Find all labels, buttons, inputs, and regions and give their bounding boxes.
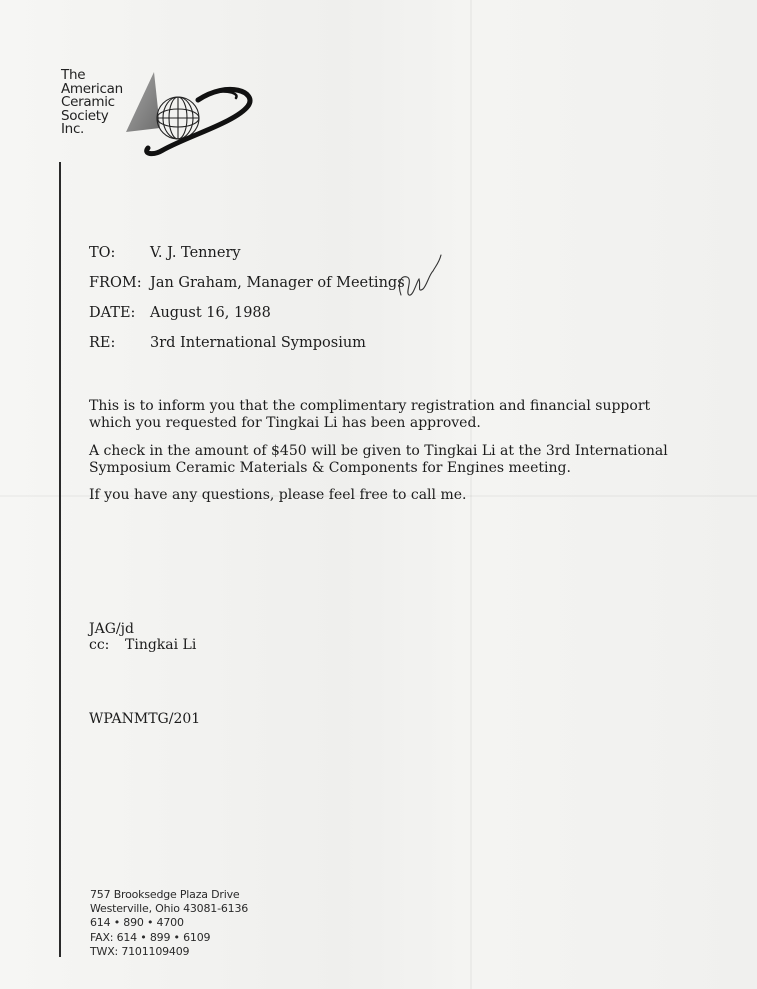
cc-label: cc:	[89, 637, 110, 653]
to-label: TO:	[89, 245, 116, 261]
re-label: RE:	[89, 335, 116, 351]
address-line: 757 Brooksedge Plaza Drive	[90, 888, 240, 901]
memo-from-line	[89, 275, 405, 291]
address-line: TWX: 7101109409	[90, 944, 190, 958]
initials-signature-icon	[395, 245, 445, 305]
date-value: August 16, 1988	[150, 305, 271, 321]
document-reference: WPANMTG/201	[89, 711, 201, 727]
typist-initials: JAG/jd	[89, 621, 134, 637]
address-line: 614 • 890 • 4700	[90, 916, 184, 930]
body-paragraph-3: If you have any questions, please feel free to call me.	[89, 487, 467, 503]
body-paragraph-1: This is to inform you that the complimentary registration and financial support which you requested for Tingkai Li has been approved.	[89, 398, 651, 431]
memo-to-line	[89, 245, 241, 261]
address-line: Westerville, Ohio 43081-6136	[90, 902, 249, 916]
from-label: FROM:	[89, 275, 142, 291]
org-name-line: Society	[61, 107, 109, 124]
org-name-line: Ceramic	[61, 94, 115, 110]
address-line: FAX: 614 • 899 • 6109	[90, 930, 211, 944]
memo-date-line	[89, 305, 271, 321]
left-margin-rule	[59, 162, 61, 957]
org-name-line: American	[61, 80, 123, 97]
society-logo-icon	[108, 70, 273, 160]
cc-line	[89, 637, 196, 653]
body-paragraph-2: A check in the amount of $450 will be given to Tingkai Li at the 3rd International Symposium Ceramic Materials & Components for Engines meeting.	[89, 443, 668, 476]
to-value: V. J. Tennery	[150, 245, 241, 261]
org-name-line: Inc.	[61, 121, 85, 137]
memo-re-line	[89, 335, 366, 351]
cc-value: Tingkai Li	[125, 637, 197, 653]
from-value: Jan Graham, Manager of Meetings	[150, 275, 405, 291]
re-value: 3rd International Symposium	[150, 335, 366, 351]
org-name-line: The	[61, 67, 86, 83]
org-address	[90, 888, 248, 959]
date-label: DATE:	[89, 305, 136, 321]
